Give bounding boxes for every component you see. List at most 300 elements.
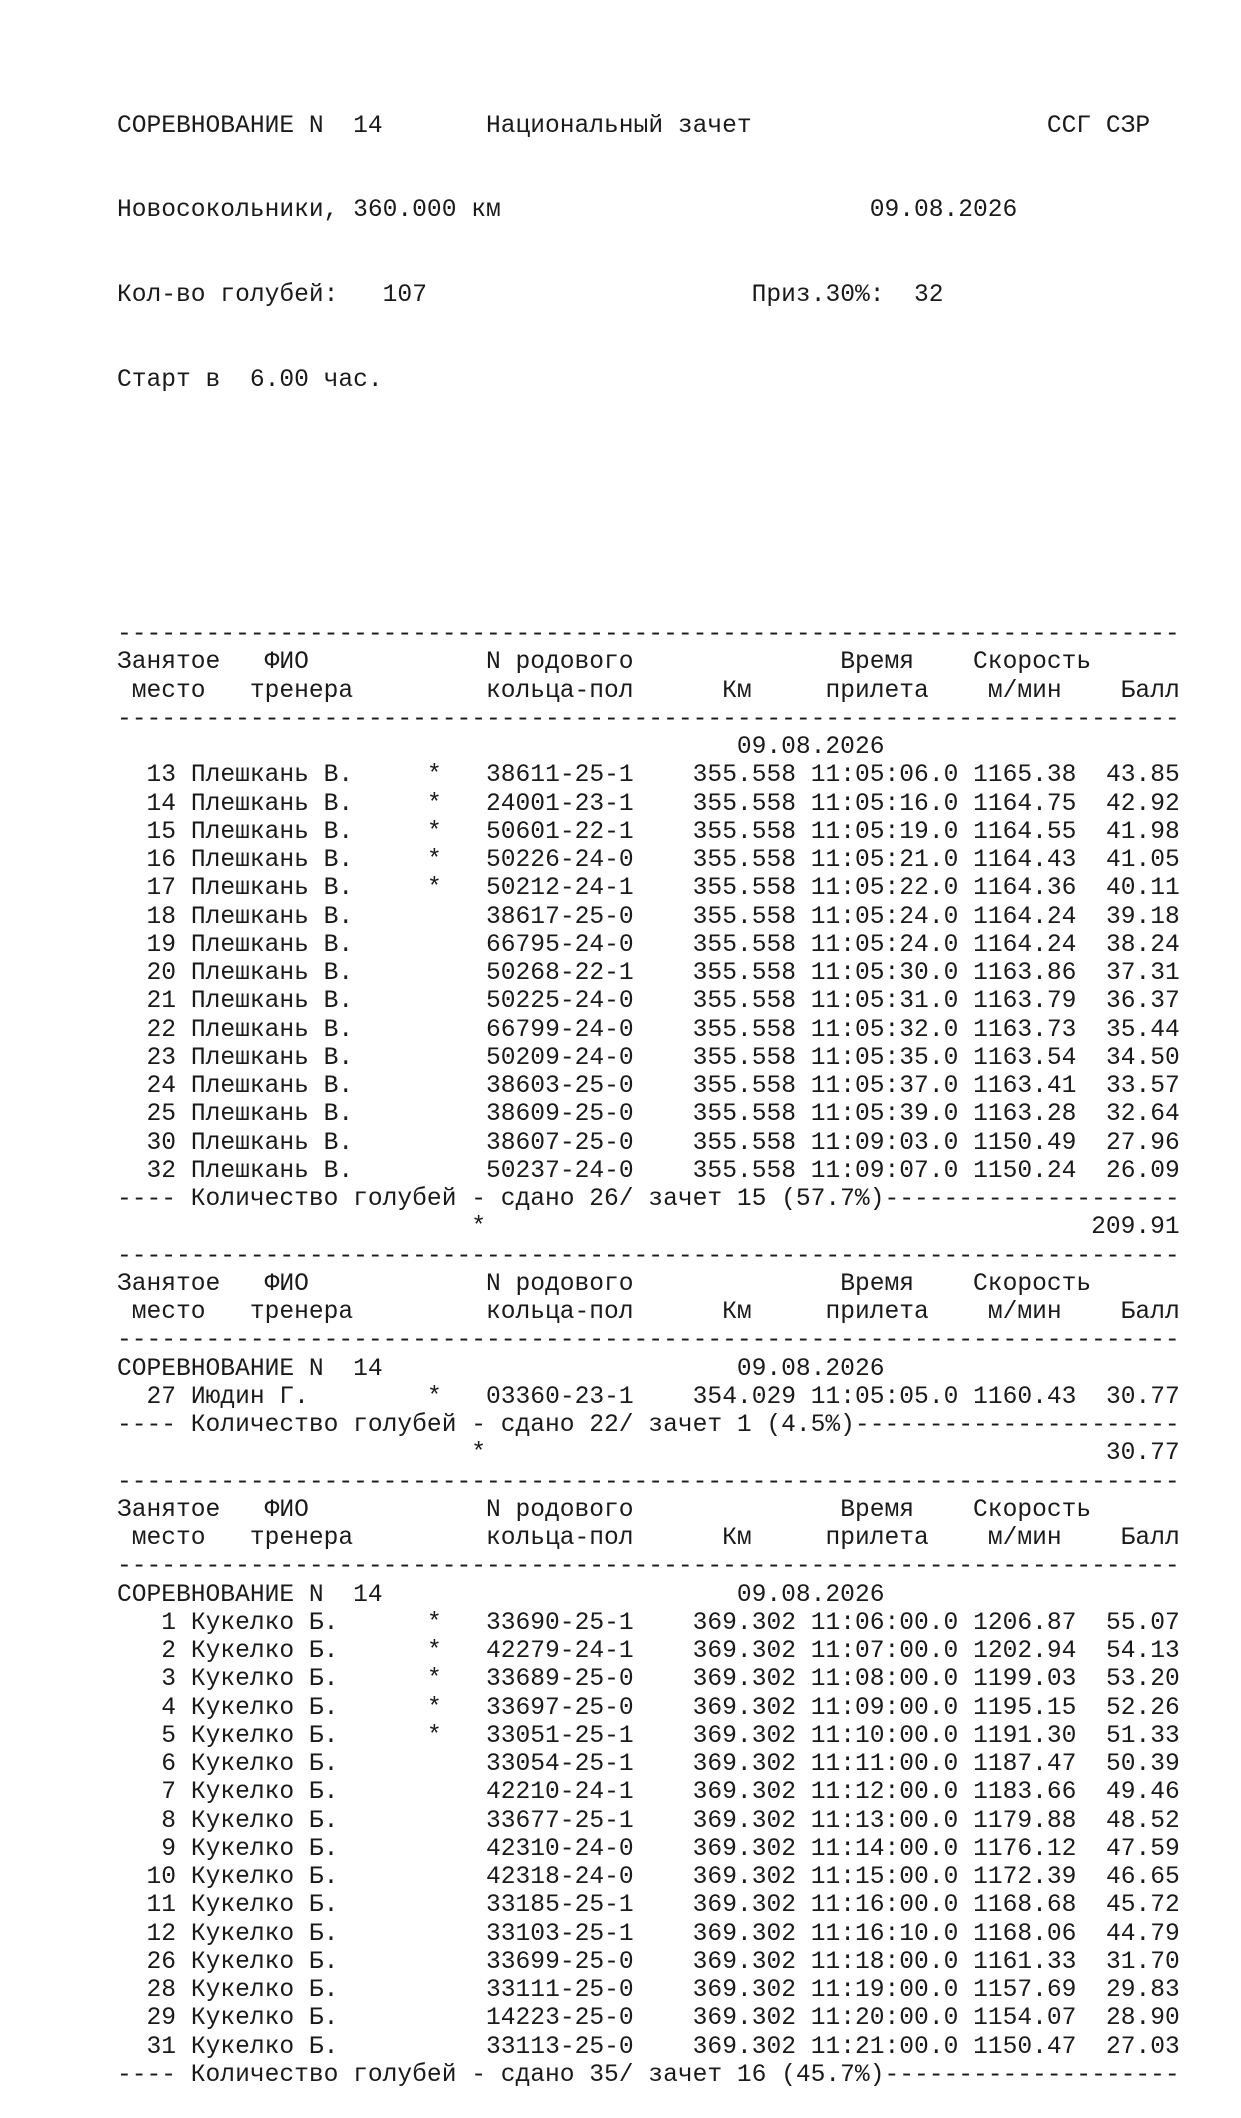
trainer-cell: Плешкань В. [190, 1044, 354, 1072]
trainer-cell: Плешкань В. [190, 1157, 354, 1185]
column-header: тренера [249, 677, 354, 705]
distance-cell: 355.558 [692, 1073, 796, 1100]
table-row [117, 1610, 1197, 1638]
column-header: Км [722, 677, 752, 705]
table-row [117, 1073, 1197, 1101]
time-cell: 11:21:00.0 [810, 2033, 959, 2061]
summary-line [117, 2062, 1197, 2090]
ring-cell: 33051-25-1 [486, 1722, 634, 1750]
trainer-cell: Кукелко Б. [190, 1892, 339, 1920]
speed-cell: 1199.03 [973, 1666, 1077, 1694]
column-header: ФИО [264, 1270, 309, 1298]
header-line-1 [117, 113, 1197, 141]
place-cell: 13 [146, 762, 177, 790]
column-header-line-1 [117, 1497, 1197, 1525]
time-cell: 11:06:00.0 [810, 1609, 959, 1637]
gap [383, 113, 486, 140]
points-cell: 50.39 [1105, 1751, 1180, 1778]
speed-cell: 1163.79 [973, 988, 1077, 1016]
trainer-cell: Плешкань В. [190, 903, 354, 931]
trainer-cell: Плешкань В. [190, 1129, 354, 1157]
points-cell: 26.09 [1105, 1157, 1180, 1185]
points-cell: 53.20 [1105, 1666, 1180, 1694]
trainer-cell: Июдин Г. [190, 1383, 309, 1411]
blank-line [117, 536, 1197, 564]
mark-cell: * [426, 790, 442, 818]
column-header: Скорость [973, 1496, 1092, 1524]
time-cell: 11:09:00.0 [810, 1694, 959, 1722]
column-header: прилета [825, 1299, 929, 1326]
column-header: N родового [485, 1270, 634, 1298]
time-cell: 11:14:00.0 [810, 1835, 959, 1863]
ring-cell: 33185-25-1 [486, 1892, 634, 1920]
column-header: Балл [1120, 1525, 1180, 1552]
section-title: СОРЕВНОВАНИЕ N 14 [117, 1581, 383, 1609]
place-cell: 29 [146, 2005, 177, 2033]
section-date: 09.08.2026 [736, 1581, 885, 1609]
section-total: 209.91 [1091, 1214, 1180, 1242]
distance-cell: 369.302 [692, 2005, 796, 2033]
table-row [117, 875, 1197, 903]
table-row [117, 791, 1197, 819]
points-cell: 29.83 [1105, 1977, 1180, 2004]
ring-cell: 33111-25-0 [486, 1977, 634, 2004]
distance-cell: 355.558 [692, 1101, 796, 1129]
place-cell: 23 [146, 1044, 177, 1072]
section-date-line [117, 734, 1197, 762]
trainer-cell: Кукелко Б. [190, 1666, 339, 1694]
column-header: место [131, 1299, 206, 1326]
ring-cell: 33689-25-0 [486, 1666, 634, 1694]
trainer-cell: Плешкань В. [190, 1073, 354, 1100]
column-header-line-2 [117, 678, 1197, 706]
column-header-line-1 [117, 649, 1197, 677]
column-header: кольца-пол [485, 1525, 634, 1552]
ring-cell: 38617-25-0 [486, 903, 634, 931]
summary-text: ---- Количество голубей - сдано 26/ зачет 15 (57.7%)-------------------- [117, 1186, 1180, 1213]
trainer-cell: Кукелко Б. [190, 1779, 339, 1807]
points-cell: 52.26 [1105, 1694, 1180, 1722]
gap [338, 282, 382, 309]
time-cell: 11:05:32.0 [810, 1016, 959, 1044]
ring-cell: 42318-24-0 [486, 1864, 634, 1891]
speed-cell: 1206.87 [973, 1609, 1077, 1637]
ring-cell: 38609-25-0 [486, 1101, 634, 1129]
table-row [117, 1638, 1197, 1666]
distance-cell: 355.558 [692, 875, 796, 903]
column-header: Время [840, 1496, 914, 1524]
column-header: Скорость [973, 649, 1092, 677]
points-cell: 55.07 [1105, 1609, 1180, 1637]
trainer-cell: Кукелко Б. [190, 1920, 339, 1948]
column-header: Балл [1120, 1299, 1180, 1326]
distance-cell: 369.302 [692, 1694, 796, 1722]
time-cell: 11:07:00.0 [810, 1638, 959, 1665]
table-row [117, 1723, 1197, 1751]
table-row [117, 1045, 1197, 1073]
table-row [117, 1017, 1197, 1045]
ring-cell: 38611-25-1 [486, 762, 634, 790]
distance-cell: 369.302 [692, 1977, 796, 2004]
ring-cell: 42210-24-1 [486, 1779, 634, 1807]
place-cell: 32 [146, 1157, 177, 1185]
trainer-cell: Кукелко Б. [190, 1835, 339, 1863]
distance-cell: 355.558 [692, 931, 796, 959]
points-cell: 48.52 [1105, 1807, 1180, 1835]
time-cell: 11:09:07.0 [810, 1157, 959, 1185]
trainer-cell: Плешкань В. [190, 1016, 354, 1044]
place-cell: 27 [146, 1383, 177, 1411]
speed-cell: 1163.86 [973, 960, 1077, 987]
time-cell: 11:09:03.0 [810, 1129, 959, 1157]
table-row [117, 847, 1197, 875]
points-cell: 41.05 [1105, 847, 1180, 874]
distance-cell: 369.302 [692, 1609, 796, 1637]
speed-cell: 1157.69 [973, 1977, 1077, 2004]
speed-cell: 1165.38 [973, 762, 1077, 790]
separator-line: ------------------------------------------------------------------------ [117, 1327, 1180, 1355]
ring-cell: 50212-24-1 [486, 875, 634, 903]
table-row [117, 2005, 1197, 2033]
points-cell: 27.96 [1105, 1129, 1180, 1157]
distance-cell: 369.302 [692, 1835, 796, 1863]
distance-cell: 369.302 [692, 2033, 796, 2061]
place-cell: 17 [146, 875, 177, 903]
trainer-cell: Плешкань В. [190, 875, 354, 903]
time-cell: 11:05:05.0 [810, 1383, 959, 1411]
distance-cell: 369.302 [692, 1864, 796, 1891]
column-header: тренера [249, 1525, 354, 1552]
section-date-line [117, 1582, 1197, 1610]
time-cell: 11:05:06.0 [810, 762, 959, 790]
distance-cell: 355.558 [692, 903, 796, 931]
mark-cell: * [426, 1638, 442, 1665]
separator-line: ------------------------------------------------------------------------ [117, 621, 1180, 648]
separator-line: ------------------------------------------------------------------------ [117, 1553, 1180, 1581]
place-cell: 18 [146, 903, 177, 931]
separator-line: ------------------------------------------------------------------------ [117, 705, 1180, 733]
place-cell: 8 [161, 1807, 177, 1835]
mark-cell: * [426, 818, 442, 846]
table-row [117, 1158, 1197, 1186]
column-header: N родового [485, 1496, 634, 1524]
speed-cell: 1195.15 [973, 1694, 1077, 1722]
competition-title: СОРЕВНОВАНИЕ N 14 [117, 112, 383, 140]
mark-cell: * [426, 875, 442, 903]
ring-cell: 38603-25-0 [486, 1073, 634, 1100]
table-row [117, 1101, 1197, 1129]
table-row [117, 904, 1197, 932]
time-cell: 11:11:00.0 [810, 1751, 959, 1778]
time-cell: 11:08:00.0 [810, 1666, 959, 1694]
place-cell: 16 [146, 847, 177, 874]
competition-date: 09.08.2026 [869, 197, 1018, 225]
total-mark: * [471, 1214, 486, 1242]
speed-cell: 1160.43 [973, 1383, 1077, 1411]
time-cell: 11:05:31.0 [810, 988, 959, 1016]
trainer-cell: Кукелко Б. [190, 2033, 339, 2061]
column-header: м/мин [987, 1299, 1062, 1326]
ring-cell: 33054-25-1 [486, 1751, 634, 1778]
table-row [117, 819, 1197, 847]
ring-cell: 66795-24-0 [486, 931, 634, 959]
points-cell: 32.64 [1105, 1101, 1180, 1129]
column-header: Км [722, 1299, 752, 1326]
pigeons-count: 107 [382, 282, 427, 309]
points-cell: 38.24 [1105, 931, 1180, 959]
trainer-cell: Плешкань В. [190, 818, 354, 846]
speed-cell: 1163.54 [973, 1044, 1077, 1072]
speed-cell: 1202.94 [973, 1638, 1077, 1665]
trainer-cell: Плешкань В. [190, 847, 354, 874]
ring-cell: 24001-23-1 [486, 790, 634, 818]
time-cell: 11:05:35.0 [810, 1044, 959, 1072]
place-cell: 3 [161, 1666, 177, 1694]
mark-cell: * [426, 1666, 442, 1694]
results-sheet [117, 56, 1197, 2118]
time-cell: 11:05:39.0 [810, 1101, 959, 1129]
points-cell: 49.46 [1105, 1779, 1180, 1807]
column-header: N родового [485, 649, 634, 677]
section-date: 09.08.2026 [736, 1355, 885, 1383]
place-cell: 10 [146, 1864, 177, 1891]
distance-cell: 369.302 [692, 1751, 796, 1778]
ring-cell: 33690-25-1 [486, 1609, 634, 1637]
speed-cell: 1187.47 [973, 1751, 1077, 1778]
header-line-2 [117, 197, 1197, 225]
trainer-cell: Кукелко Б. [190, 1977, 339, 2004]
ring-cell: 66799-24-0 [486, 1016, 634, 1044]
column-header: м/мин [987, 1525, 1062, 1552]
points-cell: 41.98 [1105, 818, 1180, 846]
distance-cell: 355.558 [692, 818, 796, 846]
points-cell: 42.92 [1105, 790, 1180, 818]
points-cell: 40.11 [1105, 875, 1180, 903]
start-time: Старт в 6.00 час. [117, 366, 383, 394]
time-cell: 11:19:00.0 [810, 1977, 959, 2004]
mark-cell: * [426, 1609, 442, 1637]
distance-cell: 355.558 [692, 988, 796, 1016]
time-cell: 11:12:00.0 [810, 1779, 959, 1807]
points-cell: 51.33 [1105, 1722, 1180, 1750]
time-cell: 11:20:00.0 [810, 2005, 959, 2033]
trainer-cell: Кукелко Б. [190, 1948, 339, 1976]
header-line-4 [117, 367, 1197, 395]
time-cell: 11:05:22.0 [810, 875, 959, 903]
place-cell: 2 [161, 1638, 177, 1665]
place-cell: 21 [146, 988, 177, 1016]
column-header: место [131, 677, 206, 705]
ring-cell: 50237-24-0 [486, 1157, 634, 1185]
time-cell: 11:05:16.0 [810, 790, 959, 818]
speed-cell: 1164.75 [973, 790, 1077, 818]
speed-cell: 1183.66 [973, 1779, 1077, 1807]
place-cell: 26 [146, 1948, 177, 1976]
distance-cell: 355.558 [692, 762, 796, 790]
place-cell: 14 [146, 790, 177, 818]
time-cell: 11:18:00.0 [810, 1948, 959, 1976]
column-header: ФИО [264, 1496, 309, 1524]
speed-cell: 1150.49 [973, 1129, 1077, 1157]
table-row [117, 1779, 1197, 1807]
distance-cell: 369.302 [692, 1892, 796, 1920]
distance-cell: 369.302 [692, 1779, 796, 1807]
trainer-cell: Плешкань В. [190, 790, 354, 818]
distance-cell: 355.558 [692, 1016, 796, 1044]
points-cell: 35.44 [1105, 1016, 1180, 1044]
trainer-cell: Кукелко Б. [190, 1751, 339, 1778]
trainer-cell: Кукелко Б. [190, 1638, 339, 1665]
ring-cell: 42310-24-0 [486, 1835, 634, 1863]
place-cell: 7 [161, 1779, 177, 1807]
speed-cell: 1164.24 [973, 903, 1077, 931]
prize-count: 32 [914, 282, 944, 309]
mark-cell: * [426, 1694, 442, 1722]
time-cell: 11:15:00.0 [810, 1864, 959, 1891]
time-cell: 11:05:24.0 [810, 931, 959, 959]
trainer-cell: Плешкань В. [190, 1101, 354, 1129]
speed-cell: 1164.36 [973, 875, 1077, 903]
ring-cell: 33103-25-1 [486, 1920, 634, 1948]
column-header: Занятое [117, 1496, 221, 1524]
ring-cell: 14223-25-0 [486, 2005, 634, 2033]
trainer-cell: Кукелко Б. [190, 2005, 339, 2033]
speed-cell: 1164.55 [973, 818, 1077, 846]
speed-cell: 1179.88 [973, 1807, 1077, 1835]
section-date-line [117, 1356, 1197, 1384]
time-cell: 11:10:00.0 [810, 1722, 959, 1750]
table-row [117, 1695, 1197, 1723]
points-cell: 31.70 [1105, 1948, 1180, 1976]
distance-cell: 355.558 [692, 1044, 796, 1072]
points-cell: 54.13 [1105, 1638, 1180, 1665]
trainer-cell: Плешкань В. [190, 931, 354, 959]
ring-cell: 50268-22-1 [486, 960, 634, 987]
time-cell: 11:05:37.0 [810, 1073, 959, 1100]
table-row [117, 1921, 1197, 1949]
place-cell: 6 [161, 1751, 177, 1778]
trainer-cell: Кукелко Б. [190, 1609, 339, 1637]
column-header: Время [840, 649, 914, 677]
column-header: ФИО [264, 649, 309, 677]
results-body [117, 621, 1197, 2090]
table-row [117, 1384, 1197, 1412]
speed-cell: 1168.06 [973, 1920, 1077, 1948]
distance-cell: 355.558 [692, 847, 796, 874]
summary-text: ---- Количество голубей - сдано 35/ зачет 16 (45.7%)-------------------- [117, 2061, 1180, 2089]
table-row [117, 1977, 1197, 2005]
column-header: тренера [249, 1299, 354, 1326]
section-title: СОРЕВНОВАНИЕ N 14 [117, 1355, 383, 1383]
time-cell: 11:05:19.0 [810, 818, 959, 846]
points-cell: 44.79 [1105, 1920, 1180, 1948]
place-cell: 24 [146, 1073, 177, 1100]
gap [884, 282, 914, 309]
ring-cell: 33677-25-1 [486, 1807, 634, 1835]
summary-line [117, 1412, 1197, 1440]
points-cell: 28.90 [1105, 2005, 1180, 2033]
ring-cell: 33699-25-0 [486, 1948, 634, 1976]
release-place: Новосокольники, 360.000 км [117, 197, 501, 225]
points-cell: 43.85 [1105, 762, 1180, 790]
speed-cell: 1150.47 [973, 2033, 1077, 2061]
place-cell: 28 [146, 1977, 177, 2004]
column-header: Км [722, 1525, 752, 1552]
ring-cell: 50601-22-1 [486, 818, 634, 846]
points-cell: 30.77 [1105, 1383, 1180, 1411]
distance-cell: 369.302 [692, 1807, 796, 1835]
table-row [117, 1666, 1197, 1694]
place-cell: 11 [146, 1892, 177, 1920]
table-row [117, 932, 1197, 960]
table-row [117, 1130, 1197, 1158]
distance-cell: 369.302 [692, 1920, 796, 1948]
points-cell: 37.31 [1105, 960, 1180, 987]
trainer-cell: Кукелко Б. [190, 1694, 339, 1722]
speed-cell: 1163.73 [973, 1016, 1077, 1044]
speed-cell: 1154.07 [973, 2005, 1077, 2033]
table-row [117, 762, 1197, 790]
time-cell: 11:16:00.0 [810, 1892, 959, 1920]
table-row [117, 1836, 1197, 1864]
trainer-cell: Плешкань В. [190, 762, 354, 790]
distance-cell: 369.302 [692, 1722, 796, 1750]
distance-cell: 355.558 [692, 960, 796, 987]
place-cell: 12 [146, 1920, 177, 1948]
mark-cell: * [426, 1722, 442, 1750]
trainer-cell: Плешкань В. [190, 988, 354, 1016]
place-cell: 22 [146, 1016, 177, 1044]
place-cell: 15 [146, 818, 177, 846]
speed-cell: 1150.24 [973, 1157, 1077, 1185]
ring-cell: 03360-23-1 [486, 1383, 634, 1411]
table-row [117, 1949, 1197, 1977]
total-mark: * [471, 1440, 486, 1468]
section-date: 09.08.2026 [736, 734, 885, 761]
column-header-line-2 [117, 1299, 1197, 1327]
ring-cell: 50226-24-0 [486, 847, 634, 874]
section-total: 30.77 [1105, 1440, 1180, 1468]
table-row [117, 1808, 1197, 1836]
trainer-cell: Кукелко Б. [190, 1864, 339, 1891]
trainer-cell: Плешкань В. [190, 960, 354, 987]
speed-cell: 1164.24 [973, 931, 1077, 959]
competition-type: Национальный зачет [485, 112, 752, 140]
mark-cell: * [426, 847, 442, 874]
summary-text: ---- Количество голубей - сдано 22/ зачет 1 (4.5%)---------------------- [117, 1412, 1180, 1439]
summary-line [117, 1186, 1197, 1214]
gap [501, 197, 870, 224]
blank-line [117, 452, 1197, 480]
ring-cell: 33113-25-0 [486, 2033, 634, 2061]
column-header: кольца-пол [485, 677, 634, 705]
column-header: место [131, 1525, 206, 1552]
mark-cell: * [426, 762, 442, 790]
separator-line: ------------------------------------------------------------------------ [117, 1242, 1180, 1270]
place-cell: 19 [146, 931, 177, 959]
total-line [117, 1214, 1197, 1242]
place-cell: 9 [161, 1835, 177, 1863]
speed-cell: 1191.30 [973, 1722, 1077, 1750]
column-header: прилета [825, 1525, 929, 1552]
points-cell: 27.03 [1105, 2033, 1180, 2061]
points-cell: 47.59 [1105, 1835, 1180, 1863]
total-line [117, 1440, 1197, 1468]
column-header: м/мин [987, 677, 1062, 705]
points-cell: 46.65 [1105, 1864, 1180, 1891]
speed-cell: 1163.28 [973, 1101, 1077, 1129]
mark-cell: * [426, 1383, 442, 1411]
